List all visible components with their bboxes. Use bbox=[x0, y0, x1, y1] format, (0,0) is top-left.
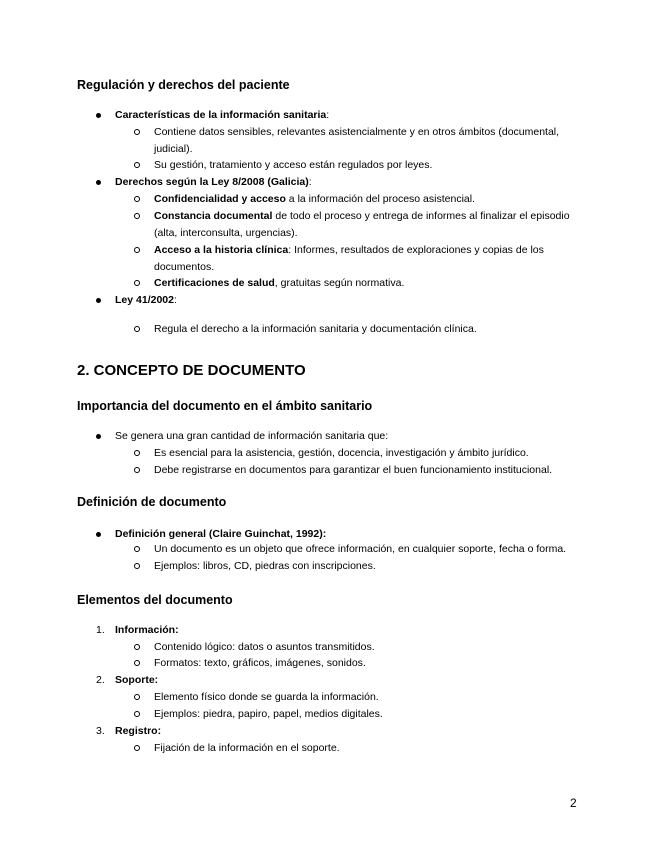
sub-list-item-continuation: documentos. bbox=[154, 261, 215, 273]
sub-list-item: Un documento es un objeto que ofrece información, en cualquier soporte, fecha o forma. bbox=[154, 543, 567, 555]
sub-bullet-icon bbox=[134, 326, 140, 332]
bullet-icon bbox=[96, 180, 101, 185]
sub-list-item: Fijación de la información en el soporte. bbox=[154, 742, 340, 754]
sub-bullet-icon bbox=[134, 660, 140, 666]
sub-bullet-icon bbox=[134, 213, 140, 219]
list-number: 3. bbox=[96, 725, 105, 737]
list-item: Información: bbox=[115, 624, 179, 636]
sub-list-item: Certificaciones de salud, gratuitas según normativa. bbox=[154, 277, 405, 289]
sub-list-item: Es esencial para la asistencia, gestión, docencia, investigación y ámbito jurídico. bbox=[154, 447, 529, 459]
section-heading-elementos: Elementos del documento bbox=[77, 593, 233, 607]
sub-list-item: Su gestión, tratamiento y acceso están regulados por leyes. bbox=[154, 159, 433, 171]
sub-bullet-icon bbox=[134, 280, 140, 286]
sub-bullet-icon bbox=[134, 196, 140, 202]
list-item: Ley 41/2002: bbox=[115, 294, 177, 306]
list-item: Definición general (Claire Guinchat, 1992): bbox=[115, 528, 327, 540]
sub-bullet-icon bbox=[134, 644, 140, 650]
sub-list-item: Regula el derecho a la información sanitaria y documentación clínica. bbox=[154, 323, 477, 335]
page-number: 2 bbox=[570, 796, 577, 810]
sub-list-item: Ejemplos: libros, CD, piedras con inscripciones. bbox=[154, 560, 376, 572]
sub-list-item-continuation: (alta, interconsulta, urgencias). bbox=[154, 227, 298, 239]
sub-list-item: Elemento físico donde se guarda la información. bbox=[154, 691, 379, 703]
bullet-icon bbox=[96, 298, 101, 303]
list-item: Características de la información sanitaria: bbox=[115, 109, 330, 121]
section-title: 2. CONCEPTO DE DOCUMENTO bbox=[77, 362, 306, 379]
sub-bullet-icon bbox=[134, 467, 140, 473]
sub-list-item: Contiene datos sensibles, relevantes asistencialmente y en otros ámbitos (documental, bbox=[154, 126, 560, 138]
list-item: Registro: bbox=[115, 725, 162, 737]
list-number: 1. bbox=[96, 624, 105, 636]
sub-list-item: Confidencialidad y acceso a la información del proceso asistencial. bbox=[154, 193, 475, 205]
sub-bullet-icon bbox=[134, 546, 140, 552]
sub-bullet-icon bbox=[134, 129, 140, 135]
list-item: Soporte: bbox=[115, 674, 159, 686]
sub-bullet-icon bbox=[134, 711, 140, 717]
sub-list-item: Constancia documental de todo el proceso y entrega de informes al finalizar el episodio bbox=[154, 210, 570, 222]
sub-list-item: Debe registrarse en documentos para garantizar el buen funcionamiento institucional. bbox=[154, 464, 553, 476]
list-item: Se genera una gran cantidad de información sanitaria que: bbox=[115, 430, 389, 442]
sub-list-item: Acceso a la historia clínica: Informes, resultados de exploraciones y copias de los bbox=[154, 244, 544, 256]
list-number: 2. bbox=[96, 674, 105, 686]
list-item: Derechos según la Ley 8/2008 (Galicia): bbox=[115, 176, 312, 188]
section-heading-definicion: Definición de documento bbox=[77, 495, 227, 509]
sub-list-item: Formatos: texto, gráficos, imágenes, sonidos. bbox=[154, 657, 366, 669]
sub-bullet-icon bbox=[134, 247, 140, 253]
sub-bullet-icon bbox=[134, 745, 140, 751]
bullet-icon bbox=[96, 113, 101, 118]
sub-bullet-icon bbox=[134, 563, 140, 569]
sub-list-item-continuation: judicial). bbox=[154, 143, 193, 155]
bullet-icon bbox=[96, 434, 101, 439]
sub-list-item: Ejemplos: piedra, papiro, papel, medios digitales. bbox=[154, 708, 383, 720]
sub-list-item: Contenido lógico: datos o asuntos transmitidos. bbox=[154, 641, 375, 653]
sub-bullet-icon bbox=[134, 450, 140, 456]
section-heading-regulacion: Regulación y derechos del paciente bbox=[77, 78, 290, 92]
sub-bullet-icon bbox=[134, 162, 140, 168]
bullet-icon bbox=[96, 532, 101, 537]
section-heading-importancia: Importancia del documento en el ámbito sanitario bbox=[77, 399, 373, 413]
sub-bullet-icon bbox=[134, 694, 140, 700]
